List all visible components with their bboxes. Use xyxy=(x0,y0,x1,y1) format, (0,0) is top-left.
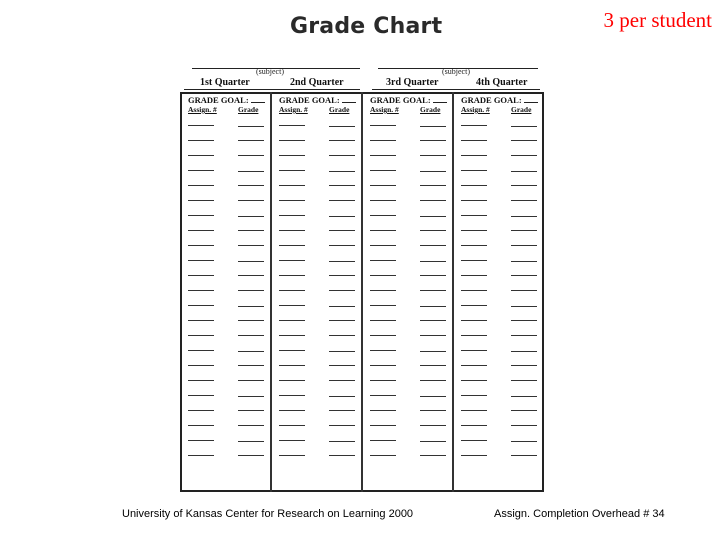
assign-blank xyxy=(279,215,305,216)
assign-blank xyxy=(461,170,487,171)
assign-blank xyxy=(188,320,214,321)
grade-blank xyxy=(238,455,264,456)
assign-blank xyxy=(370,395,396,396)
grade-blank xyxy=(238,380,264,381)
corner-note: 3 per student xyxy=(603,8,712,32)
assign-blank xyxy=(188,200,214,201)
grade-blank xyxy=(420,245,446,246)
assign-blank xyxy=(279,200,305,201)
grade-blank xyxy=(329,200,355,201)
grade-blank xyxy=(238,261,264,262)
grade-blank xyxy=(238,155,264,156)
assign-blank xyxy=(461,380,487,381)
grade-header: Grade xyxy=(420,105,441,114)
grade-blank xyxy=(511,380,537,381)
assign-blank xyxy=(370,305,396,306)
assign-blank xyxy=(188,155,214,156)
assign-blank xyxy=(461,275,487,276)
grade-blank xyxy=(511,335,537,336)
grade-blank xyxy=(329,455,355,456)
assign-blank xyxy=(279,350,305,351)
assign-blank xyxy=(279,125,305,126)
grade-blank xyxy=(329,306,355,307)
assign-header: Assign. # xyxy=(188,105,217,114)
assign-blank xyxy=(188,290,214,291)
grade-blank xyxy=(329,140,355,141)
assign-blank xyxy=(370,155,396,156)
assign-blank xyxy=(279,290,305,291)
assign-blank xyxy=(188,335,214,336)
grade-blank xyxy=(329,441,355,442)
assign-blank xyxy=(461,305,487,306)
grade-blank xyxy=(420,155,446,156)
quarter-label-2: 2nd Quarter xyxy=(290,77,344,88)
assign-blank xyxy=(370,200,396,201)
grade-blank xyxy=(511,155,537,156)
assign-header: Assign. # xyxy=(279,105,308,114)
grade-blank xyxy=(329,365,355,366)
assign-blank xyxy=(461,215,487,216)
assign-blank xyxy=(370,365,396,366)
grade-blank xyxy=(511,261,537,262)
grade-blank xyxy=(420,441,446,442)
quarter-label-1: 1st Quarter xyxy=(200,77,250,88)
grade-blank xyxy=(420,171,446,172)
grade-blank xyxy=(238,425,264,426)
assign-blank xyxy=(279,335,305,336)
grade-blank xyxy=(238,140,264,141)
grade-blank xyxy=(420,306,446,307)
page-title: Grade Chart xyxy=(290,14,443,39)
assign-blank xyxy=(461,185,487,186)
assign-blank xyxy=(461,425,487,426)
quarter-underline-left xyxy=(184,89,360,90)
assign-blank xyxy=(279,275,305,276)
grade-blank xyxy=(511,365,537,366)
assign-blank xyxy=(188,140,214,141)
assign-blank xyxy=(461,320,487,321)
assign-blank xyxy=(370,275,396,276)
assign-header: Assign. # xyxy=(461,105,490,114)
grade-blank xyxy=(329,290,355,291)
grade-blank xyxy=(511,230,537,231)
grade-goal-label: GRADE GOAL: xyxy=(370,95,447,105)
grade-header: Grade xyxy=(329,105,350,114)
grade-blank xyxy=(511,245,537,246)
assign-blank xyxy=(370,455,396,456)
grade-blank xyxy=(511,396,537,397)
footer-credit: University of Kansas Center for Research on Learning 2000 xyxy=(122,508,414,520)
grade-blank xyxy=(238,216,264,217)
grade-blank xyxy=(238,306,264,307)
grade-blank xyxy=(511,351,537,352)
grade-blank xyxy=(238,410,264,411)
grade-blank xyxy=(329,155,355,156)
grade-goal-label: GRADE GOAL: xyxy=(188,95,265,105)
subject-label-left: (subject) xyxy=(256,67,284,76)
grade-blank xyxy=(329,380,355,381)
grade-blank xyxy=(329,320,355,321)
grade-blank xyxy=(420,275,446,276)
grade-blank xyxy=(511,216,537,217)
grade-blank xyxy=(511,410,537,411)
grade-blank xyxy=(420,351,446,352)
assign-blank xyxy=(279,170,305,171)
assign-blank xyxy=(461,230,487,231)
grade-blank xyxy=(238,275,264,276)
assign-blank xyxy=(461,200,487,201)
grade-blank xyxy=(511,425,537,426)
assign-blank xyxy=(461,140,487,141)
assign-blank xyxy=(188,185,214,186)
assign-blank xyxy=(370,320,396,321)
grade-blank xyxy=(420,140,446,141)
grade-blank xyxy=(238,365,264,366)
grade-blank xyxy=(329,351,355,352)
assign-blank xyxy=(279,455,305,456)
assign-blank xyxy=(279,440,305,441)
assign-blank xyxy=(461,410,487,411)
assign-blank xyxy=(461,125,487,126)
assign-blank xyxy=(461,245,487,246)
column-divider-3 xyxy=(452,92,454,492)
assign-blank xyxy=(370,335,396,336)
assign-blank xyxy=(188,170,214,171)
grade-blank xyxy=(420,290,446,291)
grade-blank xyxy=(329,275,355,276)
assign-blank xyxy=(188,305,214,306)
grade-blank xyxy=(329,396,355,397)
grade-blank xyxy=(511,140,537,141)
grade-header: Grade xyxy=(511,105,532,114)
grade-blank xyxy=(511,320,537,321)
assign-blank xyxy=(370,260,396,261)
assign-blank xyxy=(188,425,214,426)
grade-blank xyxy=(238,441,264,442)
assign-blank xyxy=(188,410,214,411)
assign-blank xyxy=(188,365,214,366)
assign-blank xyxy=(370,410,396,411)
assign-blank xyxy=(461,350,487,351)
grade-blank xyxy=(511,275,537,276)
grade-blank xyxy=(511,200,537,201)
grade-blank xyxy=(511,441,537,442)
grade-blank xyxy=(238,230,264,231)
assign-blank xyxy=(370,170,396,171)
assign-blank xyxy=(279,425,305,426)
assign-blank xyxy=(188,455,214,456)
assign-header: Assign. # xyxy=(370,105,399,114)
grade-blank xyxy=(420,261,446,262)
grade-blank xyxy=(511,290,537,291)
assign-blank xyxy=(461,335,487,336)
assign-blank xyxy=(188,215,214,216)
assign-blank xyxy=(279,140,305,141)
grade-blank xyxy=(420,396,446,397)
assign-blank xyxy=(279,260,305,261)
assign-blank xyxy=(279,305,305,306)
grade-blank xyxy=(238,335,264,336)
grade-goal-label: GRADE GOAL: xyxy=(279,95,356,105)
assign-blank xyxy=(188,245,214,246)
assign-blank xyxy=(461,260,487,261)
grade-goal-blank xyxy=(342,102,356,103)
assign-blank xyxy=(279,245,305,246)
subject-label-right: (subject) xyxy=(442,67,470,76)
assign-blank xyxy=(279,380,305,381)
assign-blank xyxy=(461,365,487,366)
column-divider-1 xyxy=(270,92,272,492)
grade-blank xyxy=(420,335,446,336)
assign-blank xyxy=(188,380,214,381)
assign-blank xyxy=(461,155,487,156)
grade-blank xyxy=(420,185,446,186)
assign-blank xyxy=(370,440,396,441)
assign-blank xyxy=(370,140,396,141)
assign-blank xyxy=(279,230,305,231)
grade-goal-blank xyxy=(251,102,265,103)
grade-blank xyxy=(329,410,355,411)
assign-blank xyxy=(461,455,487,456)
assign-blank xyxy=(279,155,305,156)
grade-goal-blank xyxy=(433,102,447,103)
grade-blank xyxy=(420,126,446,127)
assign-blank xyxy=(461,395,487,396)
assign-blank xyxy=(370,230,396,231)
assign-blank xyxy=(370,350,396,351)
assign-blank xyxy=(370,215,396,216)
grade-blank xyxy=(329,335,355,336)
assign-blank xyxy=(370,125,396,126)
assign-blank xyxy=(279,320,305,321)
grade-blank xyxy=(420,320,446,321)
grade-goal-label: GRADE GOAL: xyxy=(461,95,538,105)
grade-blank xyxy=(238,290,264,291)
grade-blank xyxy=(420,216,446,217)
grade-blank xyxy=(238,351,264,352)
assign-blank xyxy=(188,275,214,276)
grade-blank xyxy=(329,425,355,426)
grade-blank xyxy=(238,200,264,201)
grade-blank xyxy=(329,230,355,231)
grade-blank xyxy=(329,185,355,186)
grade-blank xyxy=(511,185,537,186)
assign-blank xyxy=(461,290,487,291)
grade-blank xyxy=(238,245,264,246)
quarter-label-3: 3rd Quarter xyxy=(386,77,439,88)
grade-blank xyxy=(238,185,264,186)
assign-blank xyxy=(188,230,214,231)
grade-goal-blank xyxy=(524,102,538,103)
grade-blank xyxy=(420,455,446,456)
grade-blank xyxy=(329,216,355,217)
grade-blank xyxy=(420,200,446,201)
grade-blank xyxy=(329,261,355,262)
grade-blank xyxy=(420,410,446,411)
grade-blank xyxy=(511,126,537,127)
grade-blank xyxy=(420,425,446,426)
assign-blank xyxy=(370,380,396,381)
assign-blank xyxy=(370,245,396,246)
assign-blank xyxy=(370,185,396,186)
grade-blank xyxy=(238,171,264,172)
column-divider-2 xyxy=(361,92,363,492)
assign-blank xyxy=(279,410,305,411)
grade-blank xyxy=(238,320,264,321)
assign-blank xyxy=(370,290,396,291)
grade-chart xyxy=(180,62,545,494)
assign-blank xyxy=(279,395,305,396)
assign-blank xyxy=(279,365,305,366)
quarter-label-4: 4th Quarter xyxy=(476,77,528,88)
grade-blank xyxy=(238,396,264,397)
assign-blank xyxy=(188,440,214,441)
grade-blank xyxy=(329,126,355,127)
assign-blank xyxy=(188,125,214,126)
grade-header: Grade xyxy=(238,105,259,114)
grade-blank xyxy=(420,365,446,366)
assign-blank xyxy=(461,440,487,441)
grade-blank xyxy=(420,230,446,231)
quarter-underline-right xyxy=(372,89,540,90)
grade-blank xyxy=(511,171,537,172)
grade-blank xyxy=(329,245,355,246)
grade-blank xyxy=(238,126,264,127)
grade-blank xyxy=(511,306,537,307)
footer-overhead-number: Assign. Completion Overhead # 34 xyxy=(494,508,665,520)
assign-blank xyxy=(188,260,214,261)
grade-blank xyxy=(420,380,446,381)
assign-blank xyxy=(370,425,396,426)
grade-blank xyxy=(329,171,355,172)
grade-blank xyxy=(511,455,537,456)
assign-blank xyxy=(188,395,214,396)
assign-blank xyxy=(279,185,305,186)
assign-blank xyxy=(188,350,214,351)
